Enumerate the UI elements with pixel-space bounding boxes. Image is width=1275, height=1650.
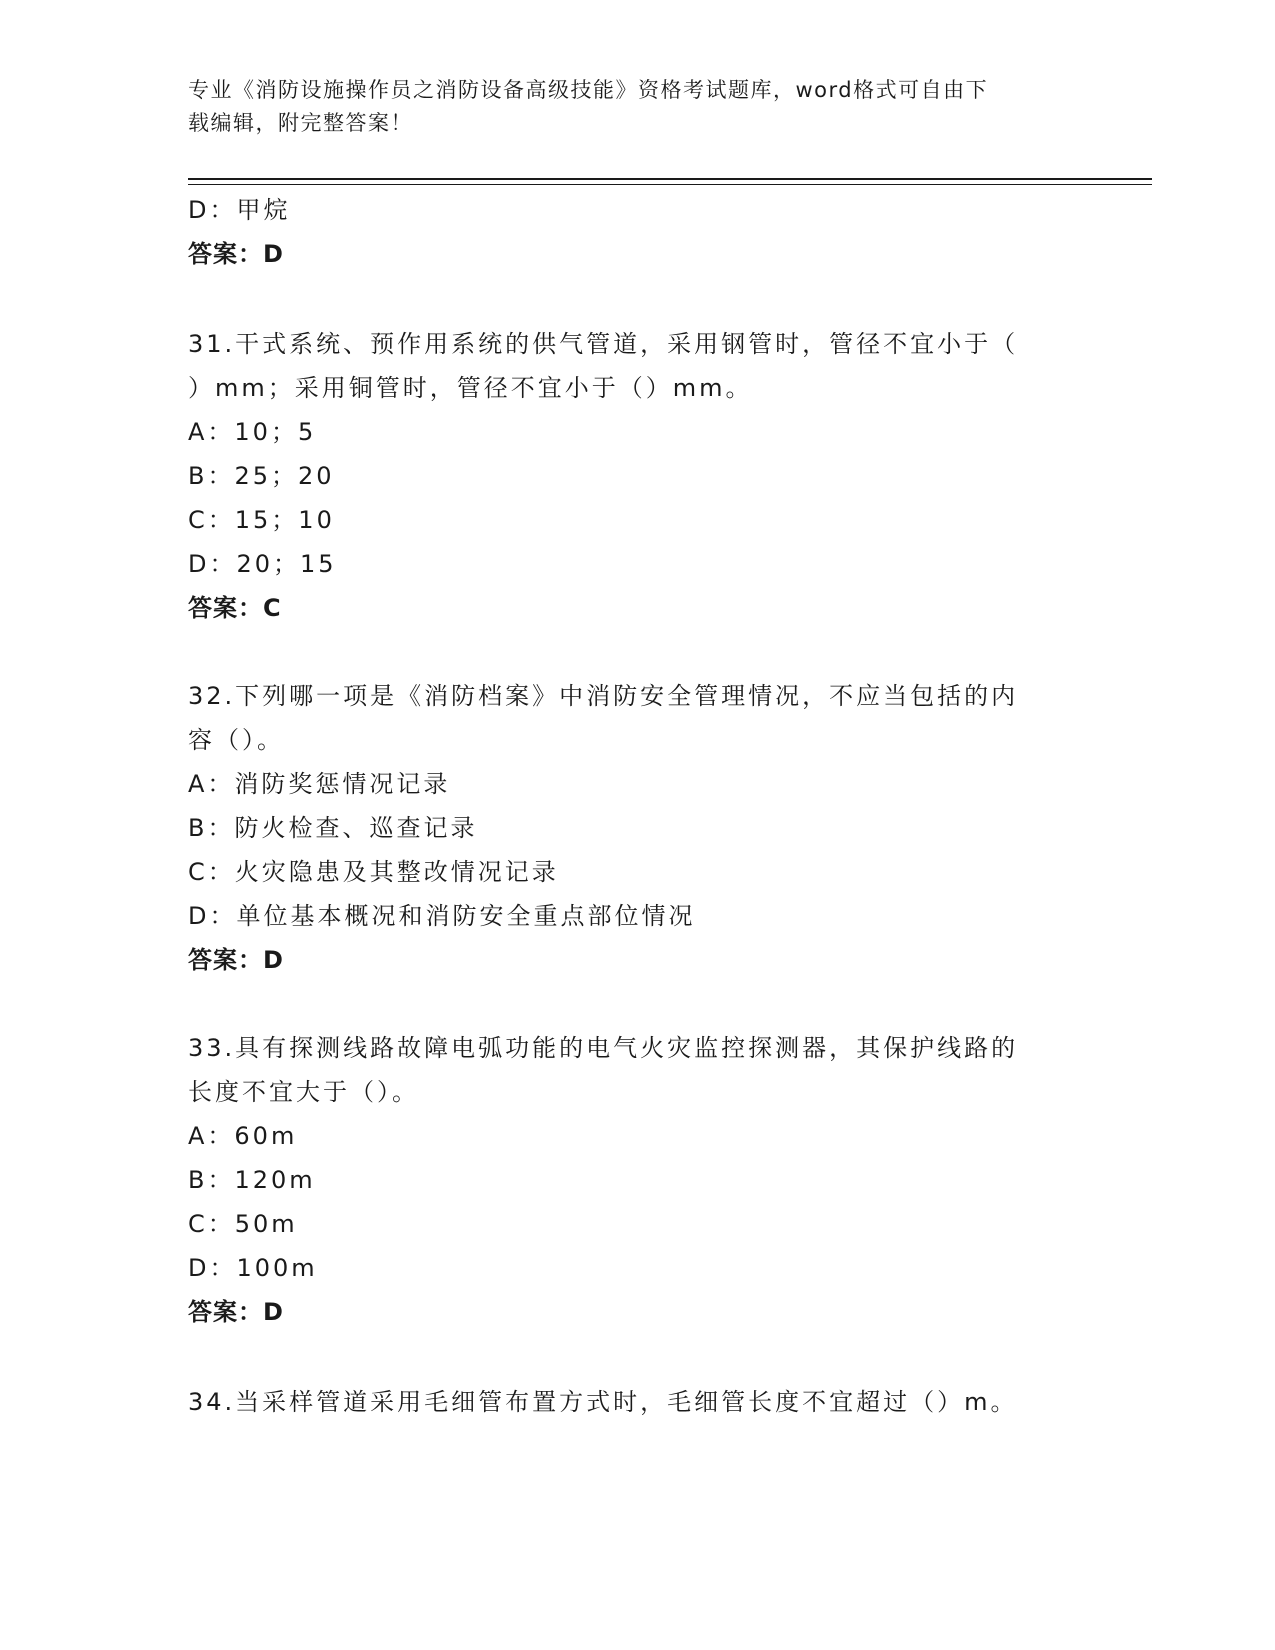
question-32-stem-line-1: 32.下列哪一项是《消防档案》中消防安全管理情况，不应当包括的内 [188,682,1019,710]
question-31-option-a: A：10；5 [188,418,317,446]
document-header [188,74,1068,140]
question-33-option-b: B：120m [188,1166,316,1194]
prev-answer: 答案：D [188,240,284,268]
question-31-answer: 答案：C [188,594,282,622]
question-33-answer: 答案：D [188,1298,284,1326]
header-line-2: 载编辑，附完整答案！ [188,111,413,135]
question-33-stem-line-1: 33.具有探测线路故障电弧功能的电气火灾监控探测器，其保护线路的 [188,1034,1019,1062]
question-32-stem-line-2: 容（）。 [188,726,284,754]
question-32-option-b: B：防火检查、巡查记录 [188,814,478,842]
question-31-option-d: D：20；15 [188,550,337,578]
header-line-1: 专业《消防设施操作员之消防设备高级技能》资格考试题库，word格式可自由下 [188,78,989,102]
question-31-stem-line-2: ）mm；采用铜管时，管径不宜小于（）mm。 [188,374,753,402]
question-32-option-c: C：火灾隐患及其整改情况记录 [188,858,559,886]
question-31-option-b: B：25；20 [188,462,335,490]
question-32-answer: 答案：D [188,946,284,974]
question-33-option-d: D：100m [188,1254,318,1282]
question-33-option-a: A：60m [188,1122,298,1150]
header-divider-thin [188,184,1152,185]
question-33-stem-line-2: 长度不宜大于（）。 [188,1078,419,1106]
question-33-option-c: C：50m [188,1210,298,1238]
question-34-stem-line-1: 34.当采样管道采用毛细管布置方式时，毛细管长度不宜超过（）m。 [188,1388,1018,1416]
prev-option-d: D：甲烷 [188,196,291,224]
question-31-option-c: C：15；10 [188,506,335,534]
question-31-stem-line-1: 31.干式系统、预作用系统的供气管道，采用钢管时，管径不宜小于（ [188,330,1019,358]
question-32-option-a: A：消防奖惩情况记录 [188,770,451,798]
header-divider-thick [188,178,1152,180]
question-32-option-d: D：单位基本概况和消防安全重点部位情况 [188,902,696,930]
